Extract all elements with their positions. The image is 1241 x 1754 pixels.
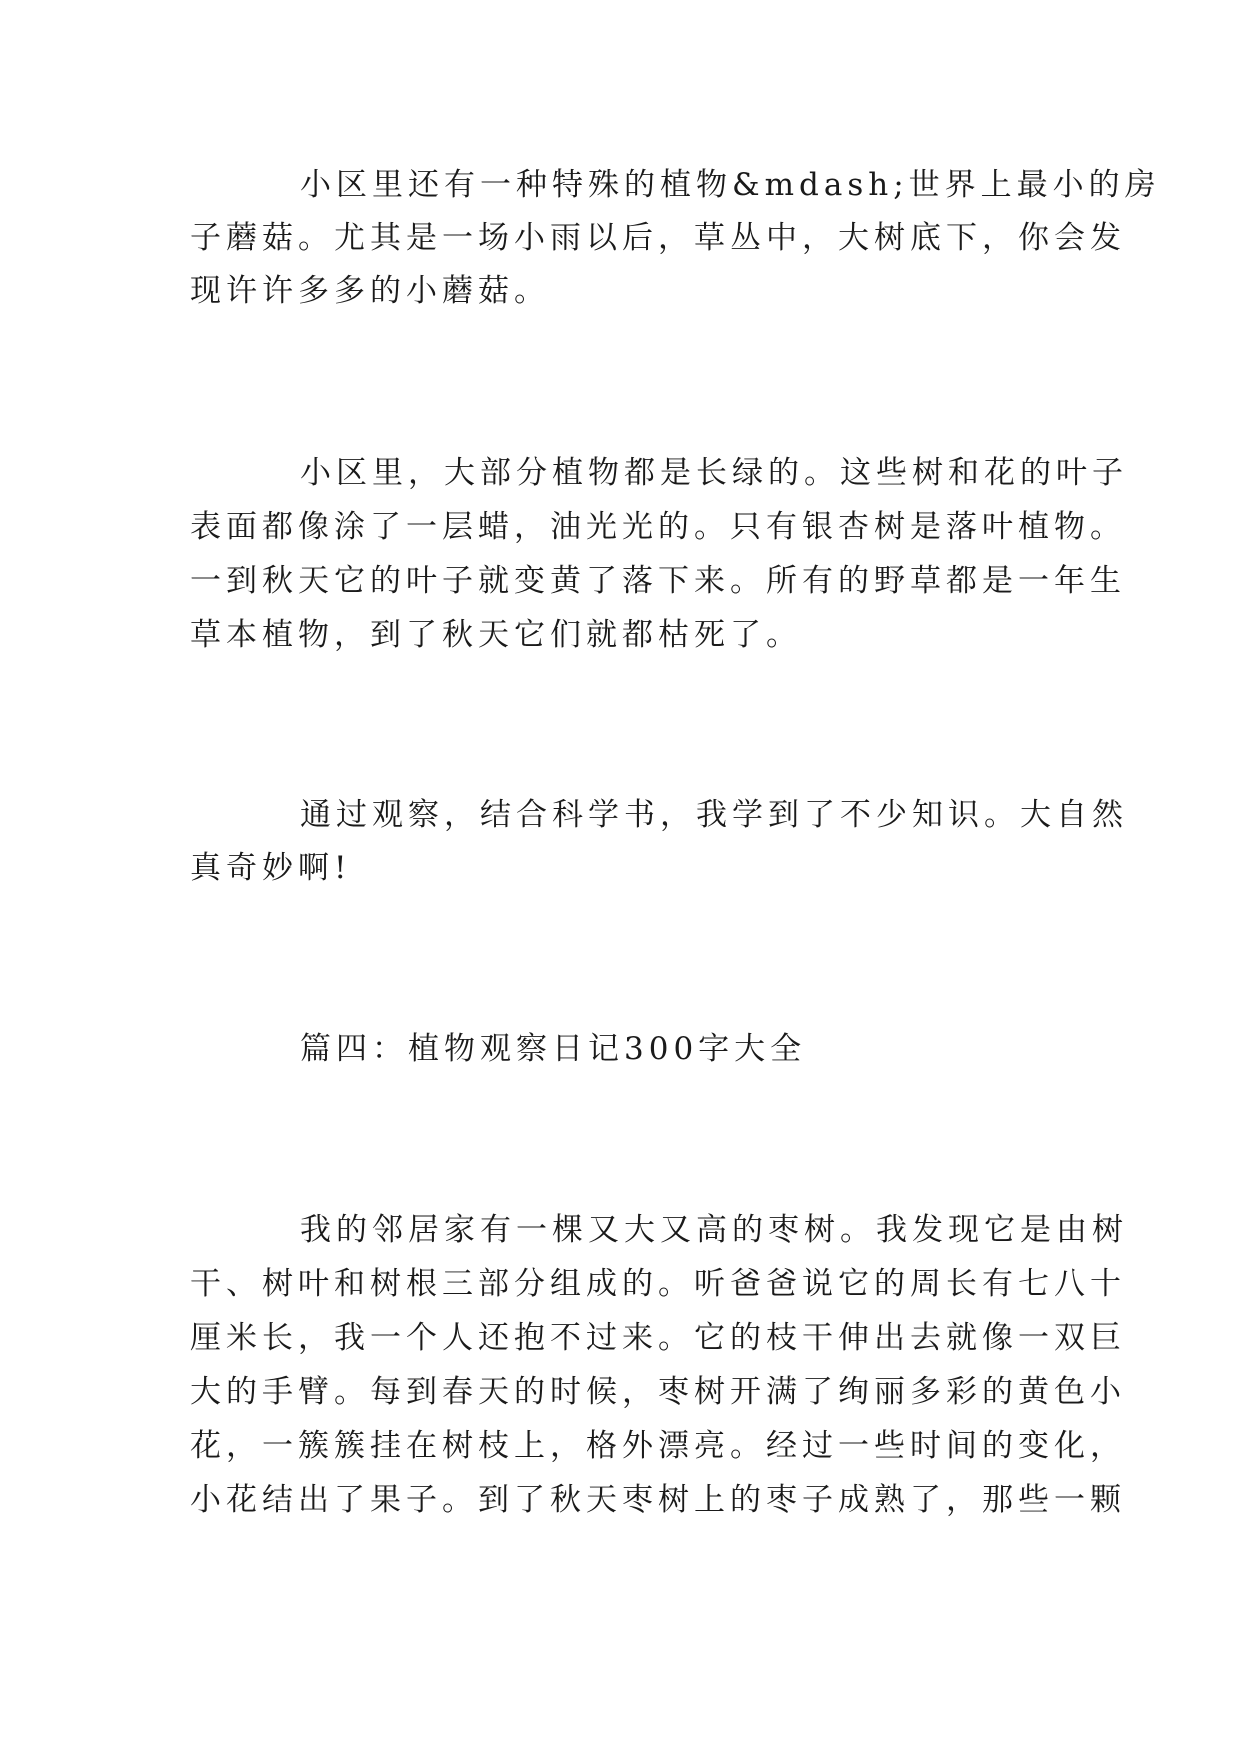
section-heading: 篇四：植物观察日记300字大全 [300, 1031, 807, 1067]
paragraph-1-line-1: 小区里还有一种特殊的植物&mdash;世界上最小的房 [300, 167, 1161, 203]
paragraph-2-line-3: 一到秋天它的叶子就变黄了落下来。所有的野草都是一年生 [190, 563, 1126, 599]
paragraph-5-line-3: 厘米长，我一个人还抱不过来。它的枝干伸出去就像一双巨 [190, 1320, 1126, 1356]
paragraph-3-line-1: 通过观察，结合科学书，我学到了不少知识。大自然 [300, 797, 1128, 833]
paragraph-5-line-2: 干、树叶和树根三部分组成的。听爸爸说它的周长有七八十 [190, 1266, 1126, 1302]
paragraph-3-line-2: 真奇妙啊! [190, 850, 352, 886]
paragraph-1-line-3: 现许许多多的小蘑菇。 [190, 273, 550, 309]
paragraph-2-line-4: 草本植物，到了秋天它们就都枯死了。 [190, 617, 802, 653]
paragraph-2-line-1: 小区里，大部分植物都是长绿的。这些树和花的叶子 [300, 455, 1128, 491]
paragraph-5-line-5: 花，一簇簇挂在树枝上，格外漂亮。经过一些时间的变化， [190, 1428, 1126, 1464]
paragraph-1-line-2: 子蘑菇。尤其是一场小雨以后，草丛中，大树底下，你会发 [190, 220, 1126, 256]
paragraph-5-line-1: 我的邻居家有一棵又大又高的枣树。我发现它是由树 [300, 1212, 1128, 1248]
paragraph-5-line-6: 小花结出了果子。到了秋天枣树上的枣子成熟了，那些一颗 [190, 1482, 1126, 1518]
paragraph-5-line-4: 大的手臂。每到春天的时候，枣树开满了绚丽多彩的黄色小 [190, 1374, 1126, 1410]
paragraph-2-line-2: 表面都像涂了一层蜡，油光光的。只有银杏树是落叶植物。 [190, 509, 1126, 545]
